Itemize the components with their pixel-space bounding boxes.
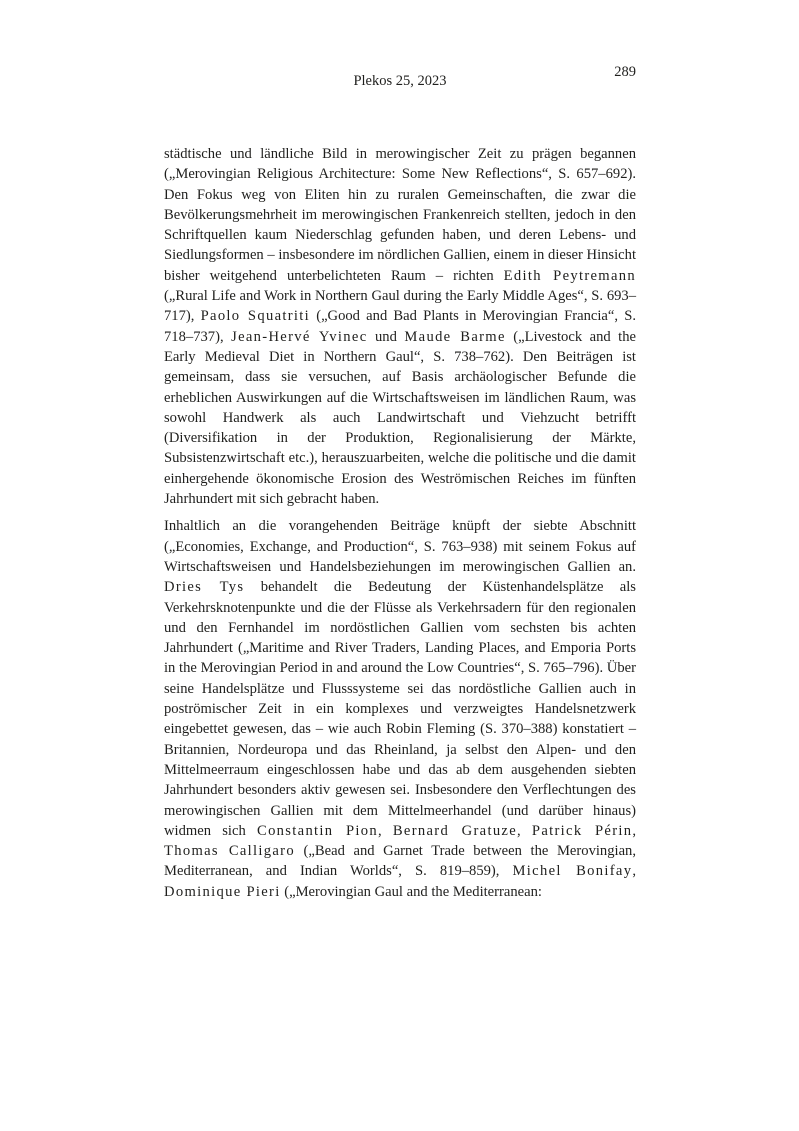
text-segment: und	[367, 328, 405, 345]
text-segment: Inhaltlich an die vorangehenden Beiträge knüpft der siebte Abschnitt („Economies, Exchange, and Production“, S. 763–938) mit seinem Fokus auf Wirtschaftsweisen und Handelsbeziehungen im merowingischen Gallien an.	[164, 518, 636, 575]
text-segment: ,	[377, 822, 393, 839]
author-name: Constantin Pion	[257, 822, 378, 839]
author-name: Edith Peytremann	[503, 267, 636, 284]
text-segment: behandelt die Bedeutung der Küstenhandelsplätze als Verkehrsknotenpunkte und die der Flüsse als Verkehrsadern für den regionalen und den Fernhandel im nordöstlichen Gallien vom sechsten bis achten Jahrhundert („Maritime and River Traders, Landing Places, and Emporia Ports in the Merovingian Period in and around the Low Countries“, S. 765–796). Über seine Handelsplätze und Flusssysteme sei das nordöstliche Gallien auch in poströmischer Zeit in ein komplexes und verzweigtes Handelsnetzwerk eingebettet gewesen, das – wie auch Robin Fleming (S. 370–388) konstatiert – Britannien, Nordeuropa und das Rheinland, ja selbst den Alpen- und den Mittelmeerraum eingeschlossen habe und das ab dem ausgehenden siebten Jahrhundert besonders aktiv gewesen sei. Insbesondere den Verflechtungen des merowingischen Gallien mit dem Mittelmeerhandel (und darüber hinaus) widmen sich	[164, 579, 636, 839]
text-segment: („Merovingian Gaul and the Mediterranean:	[280, 883, 542, 900]
author-name: Patrick Périn	[531, 822, 633, 839]
author-name: Jean-Hervé Yvinec	[231, 328, 368, 345]
author-name: Dominique Pieri	[164, 883, 281, 900]
running-title: Plekos 25, 2023	[353, 73, 447, 89]
text-segment: („Good and Bad Plants in Merovingian Francia“, S. 718–737),	[164, 308, 636, 345]
text-segment: („Livestock and the Early Medieval Diet in Northern Gaul“, S. 738–762). Den Beiträgen ist gemeinsam, dass sie versuchen, auf Basis archäologischer Befunde die erheblichen Auswirkungen auf die Wirtschaftsweisen im ländlichen Raum, was sowohl Handwerk als auch Landwirtschaft und Viehzucht betrifft (Diversifikation in der Produktion, Regionalisierung der Märkte, Subsistenzwirtschaft etc.), herauszuarbeiten, welche die politische und die damit einhergehende ökonomische Erosion des Weströmischen Reiches im fünften Jahrhundert mit sich gebracht haben.	[164, 328, 637, 508]
text-segment: („Rural Life and Work in Northern Gaul during the Early Middle Ages“, S. 693–717),	[164, 288, 636, 325]
text-segment: ,	[632, 822, 637, 839]
author-name: Dries Tys	[164, 579, 245, 596]
paragraph-2	[164, 516, 636, 902]
text-segment: („Bead and Garnet Trade between the Merovingian, Mediterranean, and Indian Worlds“, S. 819–859),	[164, 843, 636, 880]
text-segment: städtische und ländliche Bild in merowingischer Zeit zu prägen begannen („Merovingian Religious Architecture: Some New Reflections“, S. 657–692). Den Fokus weg von Eliten hin zu ruralen Gemeinschaften, die zwar die Bevölkerungsmehrheit im merowingischen Frankenreich stellten, jedoch in den Schriftquellen kaum Niederschlag gefunden haben, und deren Lebens- und Siedlungsformen – insbesondere im nördlichen Gallien, einem in dieser Hinsicht bisher weitgehend unterbelichteten Raum – richten	[164, 146, 636, 284]
text-segment: ,	[632, 863, 636, 880]
page-body	[164, 144, 636, 902]
page-header	[164, 64, 636, 90]
author-name: Thomas Calligaro	[164, 843, 295, 860]
author-name: Maude Barme	[404, 328, 506, 345]
text-segment: ,	[517, 822, 532, 839]
author-name: Michel Bonifay	[512, 863, 633, 880]
paragraph-1	[164, 144, 636, 509]
page-number: 289	[614, 64, 636, 80]
author-name: Paolo Squatriti	[200, 308, 311, 325]
author-name: Bernard Gratuze	[392, 822, 518, 839]
